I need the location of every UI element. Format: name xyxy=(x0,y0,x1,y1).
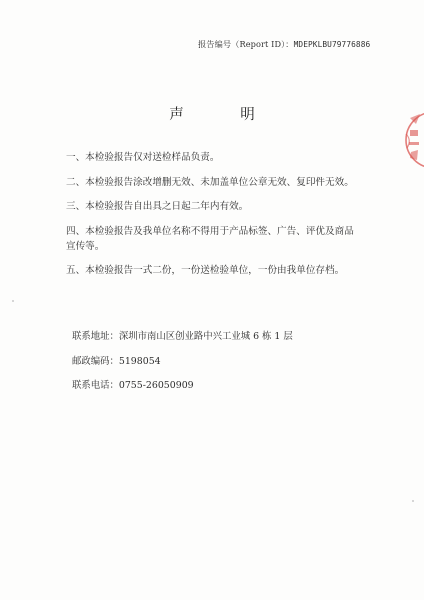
scan-speck xyxy=(12,300,14,302)
clause-text: 三、本检验报告自出具之日起二年内有效。 xyxy=(66,201,249,212)
clause-1 xyxy=(66,150,366,165)
clause-text: 二、本检验报告涂改增删无效、未加盖单位公章无效、复印件无效。 xyxy=(66,176,354,188)
report-id-value: MDEPKLBU79776886 xyxy=(293,40,371,49)
contact-address: 联系地址：深圳市南山区创业路中兴工业城 6 栋 1 层 xyxy=(72,331,293,342)
official-seal-stamp xyxy=(404,100,424,180)
report-id xyxy=(198,39,370,50)
clause-5 xyxy=(66,263,366,278)
declaration-clauses xyxy=(66,150,366,288)
clause-text: 四、本检验报告及我单位名称不得用于产品标签、广告、评优及商品 xyxy=(66,225,354,237)
clause-3 xyxy=(66,199,366,214)
clause-2 xyxy=(66,175,366,190)
report-id-label: 报告编号（Report ID）： xyxy=(198,39,294,49)
contact-phone: 联系电话：0755-26050909 xyxy=(72,380,194,391)
contact-postcode: 邮政编码：5198054 xyxy=(72,355,161,367)
clause-text: 五、本检验报告一式二份，一份送检验单位，一份由我单位存档。 xyxy=(66,265,345,276)
clause-text: 一、本检验报告仅对送检样品负责。 xyxy=(66,152,220,163)
clause-continuation: 宣传等。 xyxy=(66,240,105,252)
scan-speck xyxy=(412,500,414,502)
clause-4 xyxy=(66,224,366,254)
contact-block xyxy=(72,330,293,404)
page-title: 声 明 xyxy=(169,107,281,123)
